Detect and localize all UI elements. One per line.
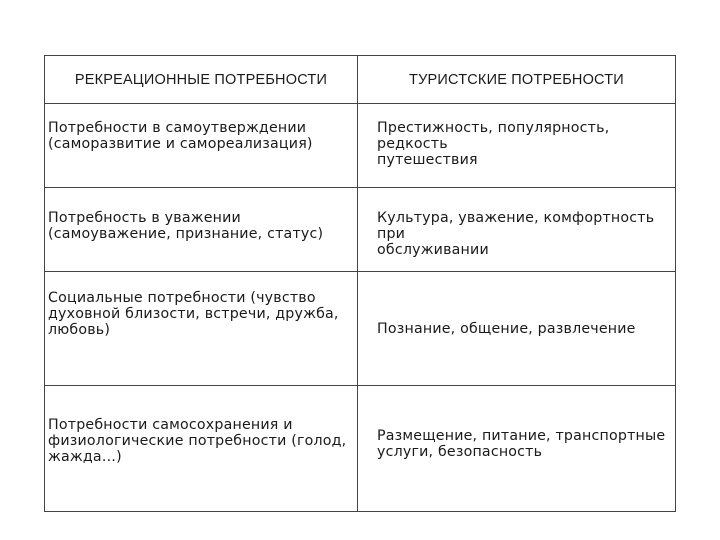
cell-line: физиологические потребности (голод, bbox=[48, 432, 347, 449]
cell-text bbox=[377, 428, 669, 460]
tourist-need-cell bbox=[358, 386, 676, 512]
cell-line: обслуживании bbox=[377, 242, 489, 258]
header-tourist-needs: ТУРИСТСКИЕ ПОТРЕБНОСТИ bbox=[358, 56, 676, 104]
cell-line: Социальные потребности (чувство bbox=[48, 290, 316, 306]
table-row bbox=[45, 272, 676, 386]
tourist-need-cell bbox=[358, 104, 676, 188]
cell-line: услуги, безопасность bbox=[377, 443, 543, 460]
cell-line: жажда…) bbox=[48, 448, 122, 465]
cell-line: путешествия bbox=[377, 152, 478, 168]
cell-text bbox=[377, 321, 669, 337]
recreational-need-cell bbox=[45, 188, 358, 272]
cell-text bbox=[48, 210, 351, 242]
cell-line: Потребности в самоутверждении bbox=[48, 120, 307, 136]
cell-text bbox=[48, 417, 351, 465]
cell-line: Потребность в уважении bbox=[48, 210, 241, 226]
cell-text bbox=[48, 120, 351, 152]
tourist-need-cell bbox=[358, 272, 676, 386]
cell-line: (саморазвитие и самореализация) bbox=[48, 136, 313, 152]
cell-line: Размещение, питание, транспортные bbox=[377, 427, 666, 444]
recreational-need-cell bbox=[45, 272, 358, 386]
recreational-need-cell bbox=[45, 386, 358, 512]
cell-line: Престижность, популярность, редкость bbox=[377, 120, 610, 152]
cell-text bbox=[377, 210, 669, 258]
cell-line: (самоуважение, признание, статус) bbox=[48, 226, 324, 242]
table-row bbox=[45, 104, 676, 188]
cell-line: любовь) bbox=[48, 322, 111, 338]
tourist-need-cell bbox=[358, 188, 676, 272]
needs-comparison-table bbox=[44, 55, 676, 512]
table-header-row bbox=[45, 56, 676, 104]
cell-line: Познание, общение, развлечение bbox=[377, 320, 636, 337]
recreational-need-cell bbox=[45, 104, 358, 188]
header-recreational-needs: РЕКРЕАЦИОННЫЕ ПОТРЕБНОСТИ bbox=[45, 56, 358, 104]
table-row bbox=[45, 188, 676, 272]
cell-line: Культура, уважение, комфортность при bbox=[377, 210, 655, 242]
cell-line: духовной близости, встречи, дружба, bbox=[48, 306, 339, 322]
table-row bbox=[45, 386, 676, 512]
cell-text bbox=[377, 120, 669, 168]
cell-line: Потребности самосохранения и bbox=[48, 416, 293, 433]
cell-text bbox=[48, 290, 351, 338]
